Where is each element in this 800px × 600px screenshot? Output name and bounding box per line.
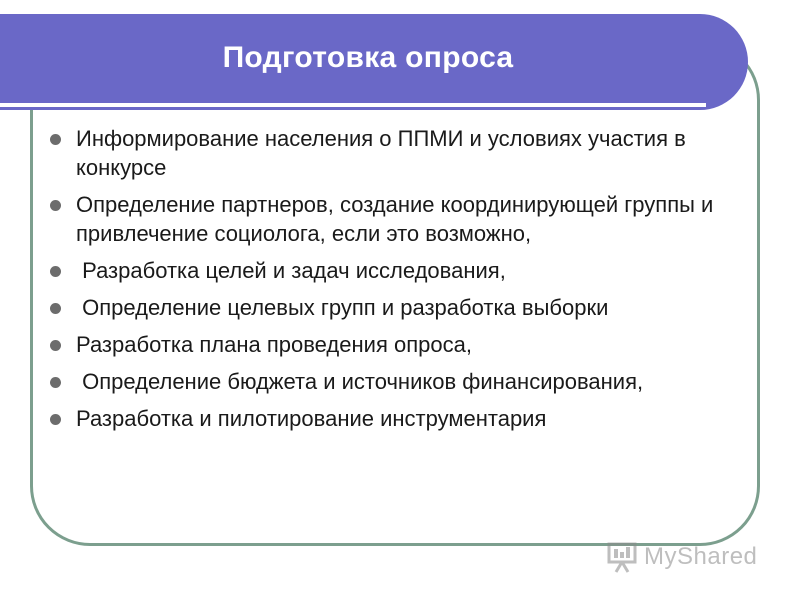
watermark-text: MyShared <box>644 543 758 570</box>
bullet-text: Разработка плана проведения опроса, <box>76 332 472 357</box>
title-underline <box>0 103 706 107</box>
bullet-text: Информирование населения о ППМИ и условиях участия в конкурсе <box>76 126 686 180</box>
bullet-dot-icon <box>50 414 61 425</box>
list-item <box>50 367 750 396</box>
presentation-board-icon <box>606 541 640 573</box>
list-item <box>50 124 750 182</box>
slide-title: Подготовка опроса <box>222 41 514 74</box>
list-item <box>50 293 750 322</box>
bullet-dot-icon <box>50 200 61 211</box>
list-item <box>50 404 750 433</box>
bullet-text: Определение целевых групп и разработка выборки <box>76 295 609 320</box>
bullet-text: Разработка и пилотирование инструментария <box>76 406 547 431</box>
bullet-text: Разработка целей и задач исследования, <box>76 258 506 283</box>
list-item <box>50 330 750 359</box>
watermark <box>606 540 757 574</box>
bullet-dot-icon <box>50 134 61 145</box>
bullet-dot-icon <box>50 340 61 351</box>
bullet-text: Определение партнеров, создание координирующей группы и привлечение социолога, если это возможно, <box>76 192 714 246</box>
bullet-list <box>50 124 750 441</box>
list-item <box>50 190 750 248</box>
bullet-dot-icon <box>50 377 61 388</box>
list-item <box>50 256 750 285</box>
bullet-dot-icon <box>50 303 61 314</box>
bullet-dot-icon <box>50 266 61 277</box>
bullet-text: Определение бюджета и источников финансирования, <box>76 369 644 394</box>
